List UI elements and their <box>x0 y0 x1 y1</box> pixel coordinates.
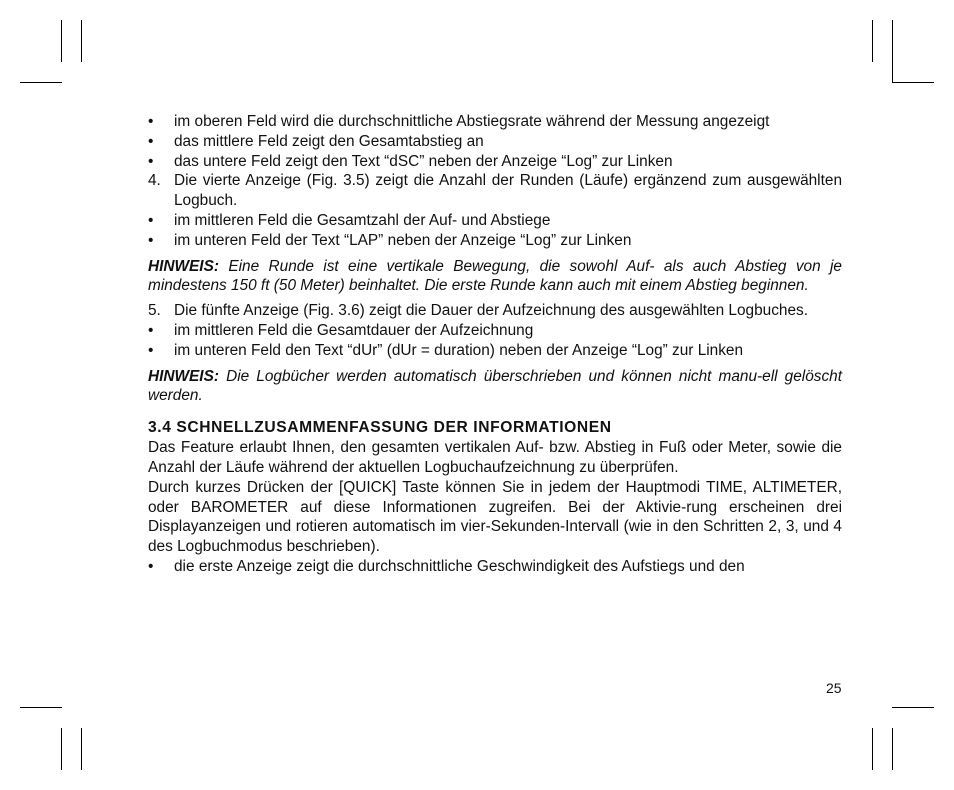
list-item <box>148 132 842 152</box>
list-item <box>148 112 842 132</box>
crop-mark <box>872 728 873 770</box>
note-label: HINWEIS: <box>148 257 219 275</box>
list-item-text: die erste Anzeige zeigt die durchschnittliche Geschwindigkeit des Aufstiegs und den <box>174 557 745 575</box>
numbered-item <box>148 171 842 211</box>
list-item-text: im oberen Feld wird die durchschnittliche Abstiegsrate während der Messung angezeigt <box>174 113 770 130</box>
list-item <box>148 321 842 341</box>
list-item <box>148 211 842 231</box>
crop-mark <box>81 20 82 62</box>
note-paragraph <box>148 367 842 407</box>
note-label: HINWEIS: <box>148 367 219 385</box>
item-number: 4. <box>148 172 161 190</box>
bullet: • <box>148 132 154 150</box>
crop-mark <box>872 20 873 62</box>
note-text: Eine Runde ist eine vertikale Bewegung, die sowohl Auf- als auch Abstieg von je mindestens 150 ft (50 Meter) beinhaltet. Die erste Runde kann auch mit einem Abstieg beginnen. <box>148 257 842 295</box>
list-item-text: im mittleren Feld die Gesamtzahl der Auf- und Abstiege <box>174 211 551 229</box>
bullet: • <box>148 152 154 170</box>
list-item-text: im mittleren Feld die Gesamtdauer der Aufzeichnung <box>174 321 534 339</box>
note-text: Die Logbücher werden automatisch überschrieben und können nicht manu-ell gelöscht werden. <box>148 367 842 405</box>
list-item <box>148 557 842 577</box>
item-number: 5. <box>148 302 161 320</box>
crop-mark <box>61 728 62 770</box>
bullet: • <box>148 557 154 575</box>
crop-mark <box>20 82 62 83</box>
bullet: • <box>148 211 154 229</box>
bullet: • <box>148 341 154 359</box>
bullet: • <box>148 231 154 249</box>
crop-mark <box>81 728 82 770</box>
section-heading: 3.4 SCHNELLZUSAMMENFASSUNG DER INFORMATIONEN <box>148 419 612 437</box>
list-item <box>148 152 842 172</box>
crop-mark <box>892 20 893 82</box>
page-number: 25 <box>826 680 842 696</box>
paragraph: Das Feature erlaubt Ihnen, den gesamten vertikalen Auf- bzw. Abstieg in Fuß oder Meter, sowie die Anzahl der Läufe während der aktuellen Logbuchaufzeichnung zu überprüfen. <box>148 439 842 476</box>
note-paragraph <box>148 257 842 297</box>
list-item-text: im unteren Feld den Text “dUr” (dUr = duration) neben der Anzeige “Log” zur Linken <box>174 341 744 359</box>
numbered-item-text: Die fünfte Anzeige (Fig. 3.6) zeigt die Dauer der Aufzeichnung des ausgewählten Logbuches. <box>174 302 808 320</box>
bullet: • <box>148 113 154 130</box>
list-item <box>148 231 842 251</box>
crop-mark <box>892 728 893 770</box>
list-item-text: im unteren Feld der Text “LAP” neben der Anzeige “Log” zur Linken <box>174 231 632 249</box>
page-body <box>148 112 842 577</box>
list-item-text: das mittlere Feld zeigt den Gesamtabstieg an <box>174 132 484 150</box>
bullet: • <box>148 321 154 339</box>
list-item <box>148 341 842 361</box>
numbered-item <box>148 301 842 321</box>
crop-mark <box>61 20 62 62</box>
list-item-text: das untere Feld zeigt den Text “dSC” neben der Anzeige “Log” zur Linken <box>174 152 673 170</box>
crop-mark <box>892 82 934 83</box>
crop-mark <box>20 707 62 708</box>
paragraph: Durch kurzes Drücken der [QUICK] Taste können Sie in jedem der Hauptmodi TIME, ALTIMETER, oder BAROMETER auf diese Informationen zugreifen. Bei der Aktivie-rung erscheinen drei Displayanzeigen und rotieren automatisch im vier-Sekunden-Intervall (wie in den Schritten 2, 3, und 4 des Logbuchmodus beschrieben). <box>148 478 842 556</box>
crop-mark <box>892 707 934 708</box>
numbered-item-text: Die vierte Anzeige (Fig. 3.5) zeigt die Anzahl der Runden (Läufe) ergänzend zum ausgewählten Logbuch. <box>174 172 842 210</box>
